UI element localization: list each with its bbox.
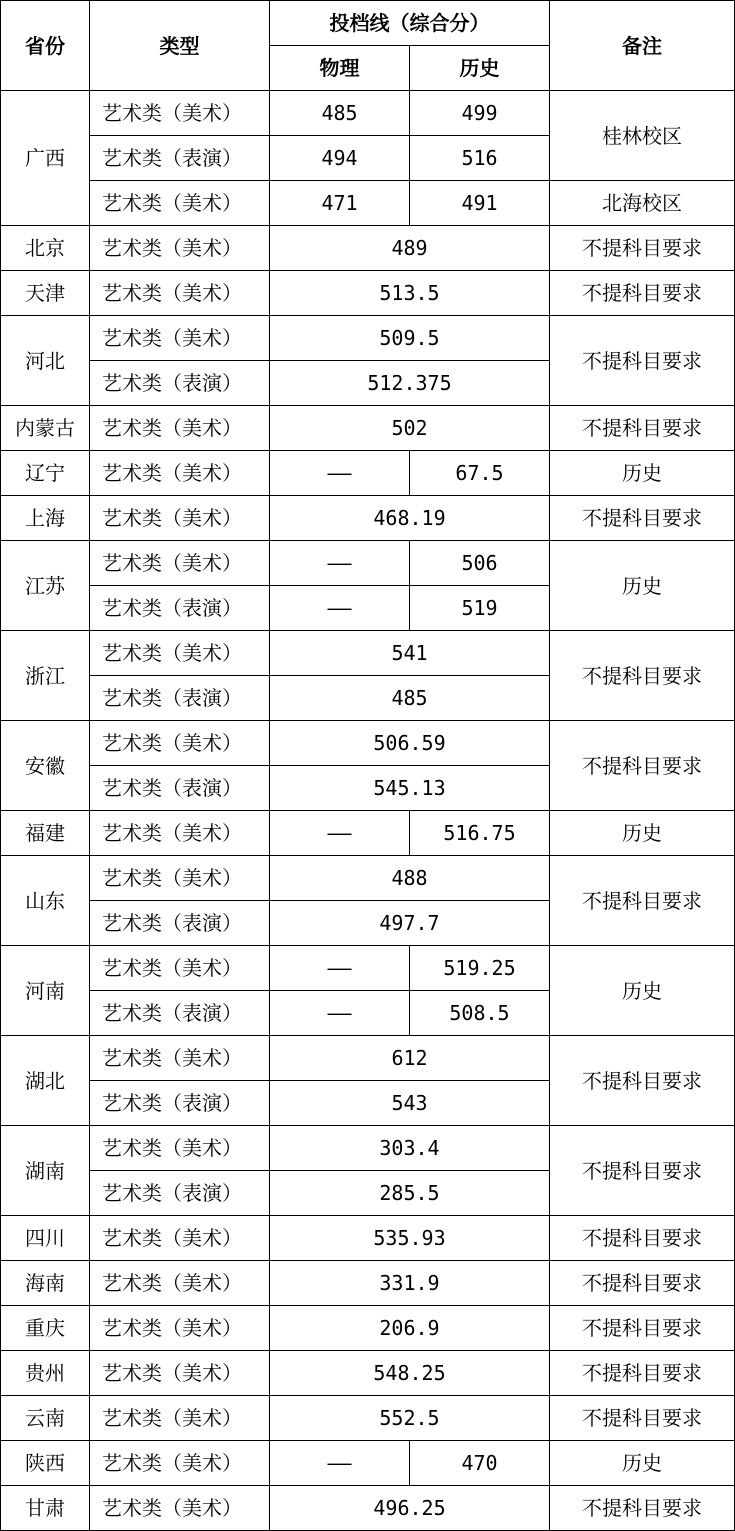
type-cell: 艺术类（美术） [90, 1396, 270, 1441]
type-cell: 艺术类（表演） [90, 136, 270, 181]
table-row [1, 946, 735, 991]
header-note: 备注 [550, 1, 735, 91]
note-cell: 历史 [550, 451, 735, 496]
type-cell: 艺术类（美术） [90, 316, 270, 361]
province-cell: 陕西 [1, 1441, 90, 1486]
table-row [1, 1261, 735, 1306]
table-row [1, 1126, 735, 1171]
type-cell: 艺术类（美术） [90, 1486, 270, 1531]
province-cell: 重庆 [1, 1306, 90, 1351]
combined-score-cell: 496.25 [270, 1486, 550, 1531]
table-row [1, 721, 735, 766]
type-cell: 艺术类（美术） [90, 541, 270, 586]
history-score-cell: 519 [410, 586, 550, 631]
type-cell: 艺术类（美术） [90, 811, 270, 856]
note-cell: 不提科目要求 [550, 1351, 735, 1396]
table-row [1, 811, 735, 856]
history-score-cell: 506 [410, 541, 550, 586]
note-cell: 不提科目要求 [550, 631, 735, 721]
note-cell: 历史 [550, 946, 735, 1036]
header-history: 历史 [410, 46, 550, 91]
history-score-cell: 519.25 [410, 946, 550, 991]
type-cell: 艺术类（美术） [90, 631, 270, 676]
note-cell: 不提科目要求 [550, 1261, 735, 1306]
combined-score-cell: 548.25 [270, 1351, 550, 1396]
type-cell: 艺术类（美术） [90, 1036, 270, 1081]
province-cell: 甘肃 [1, 1486, 90, 1531]
type-cell: 艺术类（美术） [90, 1126, 270, 1171]
type-cell: 艺术类（美术） [90, 1306, 270, 1351]
note-cell: 不提科目要求 [550, 406, 735, 451]
physics-score-cell: —— [270, 541, 410, 586]
history-score-cell: 491 [410, 181, 550, 226]
combined-score-cell: 506.59 [270, 721, 550, 766]
type-cell: 艺术类（表演） [90, 676, 270, 721]
combined-score-cell: 489 [270, 226, 550, 271]
header-type: 类型 [90, 1, 270, 91]
type-cell: 艺术类（表演） [90, 991, 270, 1036]
table-body [1, 91, 735, 1531]
type-cell: 艺术类（美术） [90, 271, 270, 316]
table-row [1, 316, 735, 361]
province-cell: 内蒙古 [1, 406, 90, 451]
table-row [1, 451, 735, 496]
note-cell: 不提科目要求 [550, 316, 735, 406]
table-row [1, 1396, 735, 1441]
type-cell: 艺术类（美术） [90, 856, 270, 901]
type-cell: 艺术类（美术） [90, 1261, 270, 1306]
note-cell: 不提科目要求 [550, 1396, 735, 1441]
table-row [1, 1036, 735, 1081]
table-row [1, 541, 735, 586]
physics-score-cell: —— [270, 811, 410, 856]
table-row [1, 226, 735, 271]
table-row [1, 181, 735, 226]
header-province: 省份 [1, 1, 90, 91]
note-cell: 不提科目要求 [550, 1036, 735, 1126]
history-score-cell: 516 [410, 136, 550, 181]
note-cell: 不提科目要求 [550, 271, 735, 316]
table-row [1, 1351, 735, 1396]
physics-score-cell: —— [270, 946, 410, 991]
combined-score-cell: 545.13 [270, 766, 550, 811]
type-cell: 艺术类（美术） [90, 91, 270, 136]
combined-score-cell: 502 [270, 406, 550, 451]
note-cell: 不提科目要求 [550, 226, 735, 271]
note-cell: 不提科目要求 [550, 1126, 735, 1216]
province-cell: 天津 [1, 271, 90, 316]
header-score-group: 投档线（综合分） [270, 1, 550, 46]
combined-score-cell: 541 [270, 631, 550, 676]
province-cell: 湖北 [1, 1036, 90, 1126]
type-cell: 艺术类（表演） [90, 901, 270, 946]
physics-score-cell: —— [270, 991, 410, 1036]
physics-score-cell: —— [270, 1441, 410, 1486]
province-cell: 江苏 [1, 541, 90, 631]
physics-score-cell: 485 [270, 91, 410, 136]
type-cell: 艺术类（美术） [90, 406, 270, 451]
table-row [1, 496, 735, 541]
type-cell: 艺术类（表演） [90, 361, 270, 406]
note-cell: 北海校区 [550, 181, 735, 226]
note-cell: 历史 [550, 811, 735, 856]
province-cell: 广西 [1, 91, 90, 226]
history-score-cell: 499 [410, 91, 550, 136]
province-cell: 云南 [1, 1396, 90, 1441]
history-score-cell: 67.5 [410, 451, 550, 496]
province-cell: 辽宁 [1, 451, 90, 496]
combined-score-cell: 331.9 [270, 1261, 550, 1306]
table-row [1, 1216, 735, 1261]
combined-score-cell: 206.9 [270, 1306, 550, 1351]
type-cell: 艺术类（美术） [90, 1216, 270, 1261]
province-cell: 福建 [1, 811, 90, 856]
physics-score-cell: —— [270, 586, 410, 631]
table-row [1, 1441, 735, 1486]
header-physics: 物理 [270, 46, 410, 91]
type-cell: 艺术类（美术） [90, 721, 270, 766]
combined-score-cell: 488 [270, 856, 550, 901]
physics-score-cell: 471 [270, 181, 410, 226]
table-row [1, 856, 735, 901]
type-cell: 艺术类（美术） [90, 451, 270, 496]
province-cell: 贵州 [1, 1351, 90, 1396]
combined-score-cell: 285.5 [270, 1171, 550, 1216]
physics-score-cell: —— [270, 451, 410, 496]
type-cell: 艺术类（美术） [90, 946, 270, 991]
province-cell: 山东 [1, 856, 90, 946]
type-cell: 艺术类（美术） [90, 226, 270, 271]
province-cell: 四川 [1, 1216, 90, 1261]
province-cell: 湖南 [1, 1126, 90, 1216]
province-cell: 上海 [1, 496, 90, 541]
combined-score-cell: 612 [270, 1036, 550, 1081]
type-cell: 艺术类（美术） [90, 496, 270, 541]
history-score-cell: 516.75 [410, 811, 550, 856]
type-cell: 艺术类（表演） [90, 1081, 270, 1126]
combined-score-cell: 468.19 [270, 496, 550, 541]
table-row [1, 1306, 735, 1351]
note-cell: 桂林校区 [550, 91, 735, 181]
province-cell: 河南 [1, 946, 90, 1036]
table-row [1, 1486, 735, 1531]
province-cell: 浙江 [1, 631, 90, 721]
type-cell: 艺术类（表演） [90, 1171, 270, 1216]
note-cell: 历史 [550, 1441, 735, 1486]
combined-score-cell: 552.5 [270, 1396, 550, 1441]
province-cell: 北京 [1, 226, 90, 271]
combined-score-cell: 497.7 [270, 901, 550, 946]
type-cell: 艺术类（美术） [90, 181, 270, 226]
note-cell: 不提科目要求 [550, 496, 735, 541]
table-row [1, 271, 735, 316]
type-cell: 艺术类（美术） [90, 1351, 270, 1396]
note-cell: 不提科目要求 [550, 721, 735, 811]
note-cell: 不提科目要求 [550, 1486, 735, 1531]
combined-score-cell: 512.375 [270, 361, 550, 406]
table-row [1, 406, 735, 451]
combined-score-cell: 509.5 [270, 316, 550, 361]
note-cell: 不提科目要求 [550, 1306, 735, 1351]
note-cell: 不提科目要求 [550, 856, 735, 946]
note-cell: 不提科目要求 [550, 1216, 735, 1261]
province-cell: 河北 [1, 316, 90, 406]
type-cell: 艺术类（美术） [90, 1441, 270, 1486]
physics-score-cell: 494 [270, 136, 410, 181]
table-row [1, 91, 735, 136]
table-row [1, 631, 735, 676]
combined-score-cell: 543 [270, 1081, 550, 1126]
type-cell: 艺术类（表演） [90, 766, 270, 811]
combined-score-cell: 513.5 [270, 271, 550, 316]
province-cell: 安徽 [1, 721, 90, 811]
combined-score-cell: 535.93 [270, 1216, 550, 1261]
combined-score-cell: 485 [270, 676, 550, 721]
type-cell: 艺术类（表演） [90, 586, 270, 631]
history-score-cell: 470 [410, 1441, 550, 1486]
note-cell: 历史 [550, 541, 735, 631]
combined-score-cell: 303.4 [270, 1126, 550, 1171]
history-score-cell: 508.5 [410, 991, 550, 1036]
province-cell: 海南 [1, 1261, 90, 1306]
